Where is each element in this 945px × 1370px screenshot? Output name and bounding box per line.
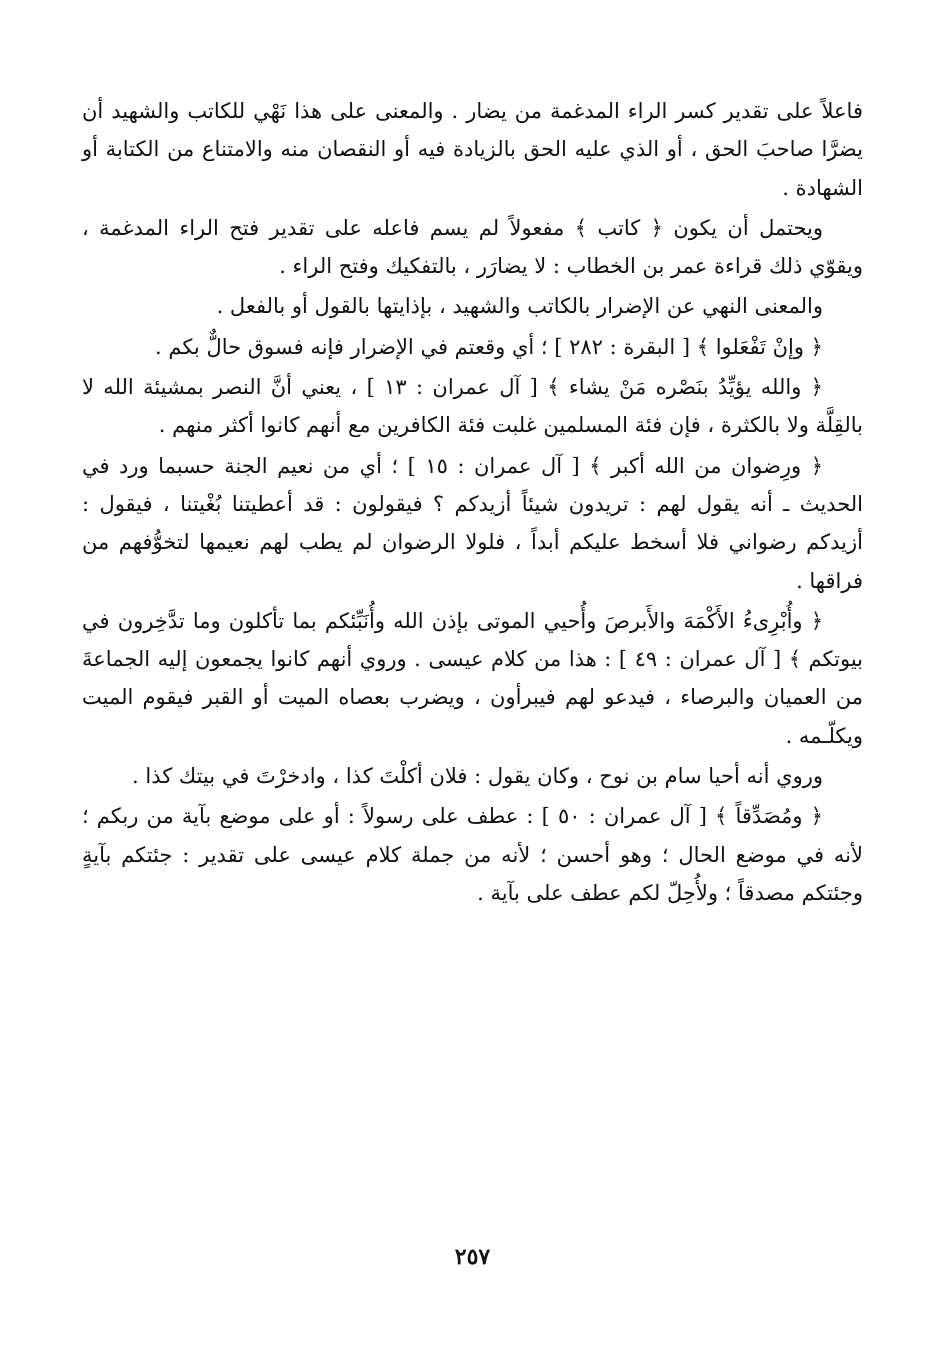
body-text	[82, 92, 863, 912]
paragraph-1: فاعلاً على تقدير كسر الراء المدغمة من يضار . والمعنى على هذا نَهْي للكاتب والشهيد أن يضرَّا صاحبَ الحق ، أو الذي عليه الحق بالزيادة فيه أو النقصان منه والامتناع من الكتابة أو الشهادة .	[82, 99, 863, 200]
paragraph-5: ﴿ والله يؤيِّدُ بنَصْره مَنْ يشاء ﴾ [ آل عمران : ١٣ ] ، يعني أنَّ النصر بمشيئة الله لا بالقِلَّة ولا بالكثرة ، فإن فئة المسلمين غلبت فئة الكافرين مع أنهم كانوا أكثر منهم .	[82, 375, 863, 438]
paragraph-4: ﴿ وإنْ تَفْعَلوا ﴾ [ البقرة : ٢٨٢ ] ؛ أي وقعتم في الإضرار فإنه فسوق حالٌّ بكم .	[155, 334, 823, 359]
paragraph-6: ﴿ ورِضوان من الله أكبر ﴾ [ آل عمران : ١٥ ] ؛ أي من نعيم الجنة حسبما ورد في الحديث ـ أنه يقول لهم : تريدون شيئاً أزيدكم ؟ فيقولون : قد أعطيتنا بُغْيتنا ، فيقول : أزيدكم رضواني فلا أسخط عليكم أبداً ، فلولا الرضوان لم يطب لهم نعيمها لتخوُّفهم من فراقها .	[82, 453, 863, 593]
paragraph-8: وروي أنه أحيا سام بن نوح ، وكان يقول : فلان أكلْتَ كذا ، وادخرْتَ في بيتك كذا .	[132, 764, 823, 789]
paragraph-9: ﴿ ومُصَدِّقاً ﴾ [ آل عمران : ٥٠ ] : عطف على رسولاً : أو على موضع بآية من ربكم ؛ لأنه في موضع الحال ؛ وهو أحسن ؛ لأنه من جملة كلام عيسى على تقدير : جئتكم بآيةٍ وجئتكم مصدقاً ؛ ولأُحِلّ لكم عطف على بآية .	[82, 804, 863, 905]
paragraph-3: والمعنى النهي عن الإضرار بالكاتب والشهيد ، بإذايتها بالقول أو بالفعل .	[216, 294, 823, 319]
page-number: ٢٥٧	[454, 1244, 491, 1270]
paragraph-7: ﴿ وأُبْرِىءُ الأَكْمَهَ والأَبرصَ وأُحيي الموتى بإذن الله وأُنَبِّئكم بما تأكلون وما تدَّخِرون في بيوتكم ﴾ [ آل عمران : ٤٩ ] : هذا من كلام عيسى . وروي أنهم كانوا يجمعون إليه الجماعةَ من العميان والبرصاء ، فيدعو لهم فيبرأون ، ويضرب بعصاه الميت أو القبر فيقوم الميت ويكلّـمه .	[82, 608, 864, 748]
paragraph-2: ويحتمل أن يكون ﴿ كاتب ﴾ مفعولاً لم يسم فاعله على تقدير فتح الراء المدغمة ، ويقوّي ذلك قراءة عمر بن الخطاب : لا يضارَر ، بالتفكيك وفتح الراء .	[82, 215, 863, 279]
